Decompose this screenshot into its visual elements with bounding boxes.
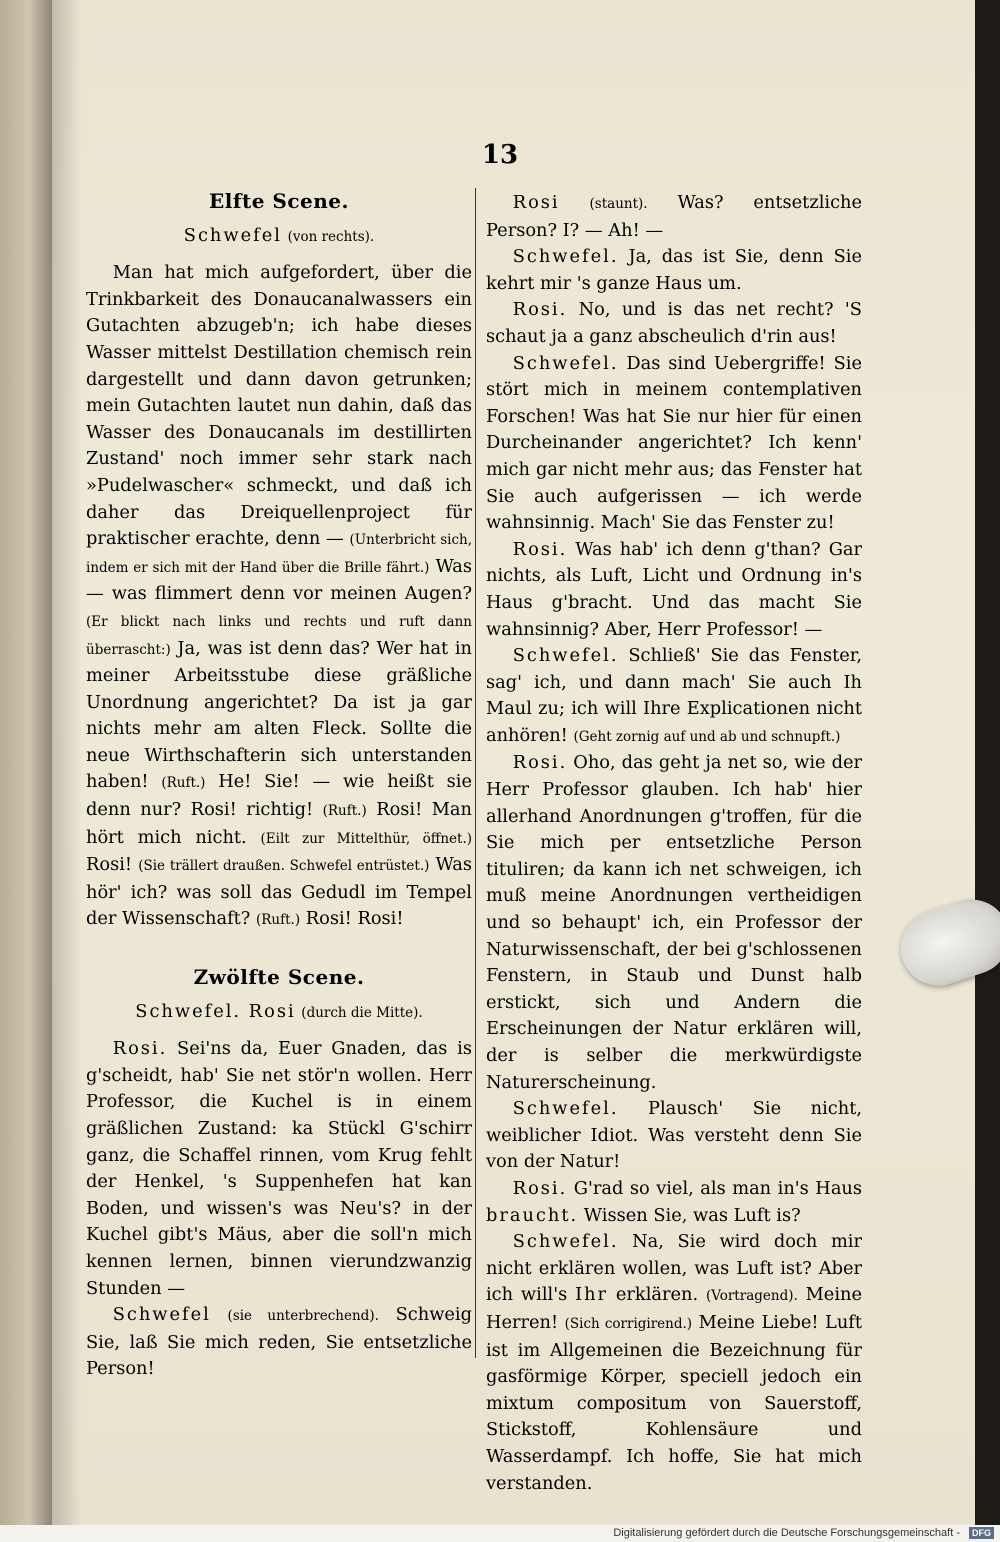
speech-text: Rosi! Rosi! <box>300 908 404 930</box>
dialogue-paragraph <box>486 1096 862 1176</box>
speech-text: Meine Liebe! Luft ist im Allgemeinen die Bezeichnung für gasförmige Körper, speciell jedoch ein mixtum compositum von Sauerstoff, Stickstoff, Kohlensäure und Wasserdampf. Ich hoffe, Sie hat mich verstanden. <box>486 1311 862 1494</box>
footer-credit-bar <box>0 1525 1000 1542</box>
dialogue-paragraph <box>486 244 862 297</box>
stage-direction: (Eilt zur Mittelthür, öffnet.) <box>260 830 472 847</box>
stage-direction: (durch die Mitte). <box>301 1004 423 1021</box>
dialogue-paragraph <box>486 297 862 350</box>
speaker: Schwefel. <box>512 1098 619 1120</box>
speech-text: Man hat mich aufgefordert, über die Trinkbarkeit des Donaucanalwassers ein Gutachten abzugeb'n; ich habe dieses Wasser mittelst Destillation chemisch rein dargestellt und dann davon getrunken; mein Gutachten lautet nun dahin, daß das Wasser des Donaucanals im destillirten Zustand' noch immer sehr stark nach »Pudelwascher« schmeckt, und daß ich daher das Dreiquellenproject für praktischer erachte, denn — <box>86 262 472 550</box>
speech-text: erklären. <box>608 1284 706 1306</box>
previous-page-edge <box>0 0 52 1525</box>
stage-direction: (Ruft.) <box>322 803 367 820</box>
monologue-paragraph <box>86 260 472 934</box>
speech-text: Ja, das ist Sie, denn Sie kehrt mir 's ganze Haus um. <box>486 246 862 294</box>
stage-direction: (sie unterbrechend). <box>227 1308 379 1325</box>
speaker: Rosi <box>512 192 560 213</box>
right-page-edge <box>975 0 1000 1525</box>
page-number: 13 <box>481 140 519 170</box>
speech-text: He! Sie! — wie heißt sie denn nur? Rosi! richtig! <box>86 771 472 821</box>
dialogue-paragraph <box>486 190 862 244</box>
speech-text: Was hör' ich? was soll das Gedudl im Tempel der Wissenschaft? <box>86 854 472 930</box>
speech-text: Schließ' Sie das Fenster, sag' ich, und dann mach' Sie auch Ih Maul zu; ich will Ihre Explicationen nicht anhören! <box>486 645 862 746</box>
stage-direction: (Unterbricht sich, indem er sich mit der Hand über die Brille fährt.) <box>86 532 472 576</box>
dialogue-paragraph <box>86 1302 472 1383</box>
speech-text: Sei'ns da, Euer Gnaden, das is g'scheidt, hab' Sie net stör'n wollen. Herr Professor, die Kuchel is in einem gräßlichen Zustand: ka Stückl G'schirr ganz, die Schaffel rinnen, vom Krug fehlt der Henkel, 's Suppenhefen hat kan Boden, und wissen's was Neu's? in der Kuchel gibt's Mäus, aber die soll'n mich kennen lernen, binnen vierundzwanzig Stunden — <box>86 1038 472 1299</box>
scene-title: Zwölfte Scene. <box>193 965 365 990</box>
stage-direction: (Geht zornig auf und ab und schnupft.) <box>573 728 841 745</box>
scene-title: Elfte Scene. <box>209 189 349 213</box>
dialogue-paragraph <box>486 351 862 537</box>
speech-text: Das sind Uebergriffe! Sie stört mich in meinem contemplativen Forschen! Was hat Sie nur hier für einen Durcheinander angerichtet? Ich kenn' mich gar nicht mehr aus; das Fenster hat Sie auch aufgerissen — ich werde wahnsinnig. Mach' Sie das Fenster zu! <box>486 352 862 534</box>
stage-direction: (von rechts). <box>287 228 375 245</box>
speaker: Schwefel. <box>512 645 619 667</box>
right-column <box>486 190 862 1497</box>
dialogue-paragraph <box>486 1176 862 1229</box>
stage-direction: (Ruft.) <box>161 775 206 792</box>
speaker: Schwefel. Rosi <box>135 1000 296 1022</box>
column-rule <box>475 188 476 1358</box>
speaker: Rosi. <box>512 752 568 774</box>
dialogue-paragraph <box>486 643 862 750</box>
speaker: Rosi. <box>512 299 568 321</box>
dialogue-paragraph <box>86 1036 472 1302</box>
speech-text: G'rad so viel, als man in's Haus <box>567 1177 862 1199</box>
speech-text: Plausch' Sie nicht, weiblicher Idiot. Was versteht denn Sie von der Natur! <box>486 1098 862 1173</box>
footer-credit-text: Digitalisierung gefördert durch die Deutsche Forschungsgemeinschaft - <box>613 1527 960 1539</box>
dialogue-paragraph <box>486 750 862 1096</box>
speech-text: Rosi! Man hört mich nicht. <box>86 799 472 848</box>
stage-direction: (Sich corrigirend.) <box>564 1315 693 1332</box>
speech-text: Ja, was ist denn das? Wer hat in meiner Arbeitsstube diese gräßliche Unordnung angerichtet? Da ist ja gar nichts mehr am alten Fleck. Sollte die neue Wirthschafterin sich unterstanden haben! <box>86 637 472 793</box>
speaker: Schwefel. <box>512 246 619 268</box>
speaker: Rosi. <box>512 538 568 560</box>
left-column <box>86 182 472 1383</box>
speech-text: Na, Sie wird doch mir nicht erklären wollen, was Luft ist? Aber ich will's <box>486 1231 862 1306</box>
dialogue-paragraph <box>486 537 862 643</box>
speech-text: Schweig Sie, laß Sie mich reden, Sie entsetzliche Person! <box>86 1304 473 1380</box>
speech-text: Was? entsetzliche Person? I? — Ah! — <box>486 192 863 241</box>
speech-text: Was — was flimmert denn vor meinen Augen? <box>86 555 472 605</box>
stage-direction: (Ruft.) <box>255 912 301 929</box>
speech-text: No, und is das net recht? 'S schaut ja a ganz abscheulich d'rin aus! <box>486 299 862 347</box>
speaker: Schwefel <box>183 224 282 246</box>
speaker: Schwefel. <box>512 352 619 374</box>
gutter-shadow <box>52 0 82 1525</box>
speaker: Rosi. <box>112 1038 168 1060</box>
scene-cast <box>86 999 472 1027</box>
scene-cast <box>86 223 472 251</box>
speech-text: Wissen Sie, was Luft is? <box>578 1204 801 1226</box>
speaker: Rosi. <box>512 1177 568 1199</box>
stage-direction: (Sie trällert draußen. Schwefel entrüstet.) <box>138 858 430 875</box>
dialogue-paragraph <box>486 1229 862 1497</box>
dfg-logo: DFG <box>969 1527 994 1539</box>
stage-direction: (staunt). <box>589 196 648 212</box>
stage-direction: (Vortragend). <box>705 1288 798 1305</box>
speech-text: Rosi! <box>86 854 139 876</box>
speech-text: Meine Herren! <box>486 1284 862 1333</box>
stage-direction: (Er blickt nach links und rechts und ruft dann überrascht:) <box>86 613 472 658</box>
emphasis-text: braucht. <box>486 1204 579 1226</box>
emphasis-text: Ihr <box>575 1284 609 1306</box>
speaker: Schwefel <box>112 1304 211 1326</box>
speech-text: Was hab' ich denn g'than? Gar nichts, als Luft, Licht und Ordnung in's Haus g'bracht. Und das macht Sie wahnsinnig? Aber, Herr Professor! — <box>486 538 862 640</box>
speaker: Schwefel. <box>512 1231 619 1253</box>
speech-text: Oho, das geht ja net so, wie der Herr Professor glauben. Ich hab' hier allerhand Anordnungen g'troffen, für die Sie mich per entsetzliche Person tituliren; da kann ich net schweigen, ich muß meine Anordnungen vertheidigen und so behaupt' ich, ein Professor der Naturwissenschaft, der bei g'schlossenen Fenstern, in Staub und Dunst halb erstickt, sich und Andern die Erscheinungen der Natur erklären will, der is selber die merkwürdigste Naturerscheinung. <box>486 752 862 1093</box>
